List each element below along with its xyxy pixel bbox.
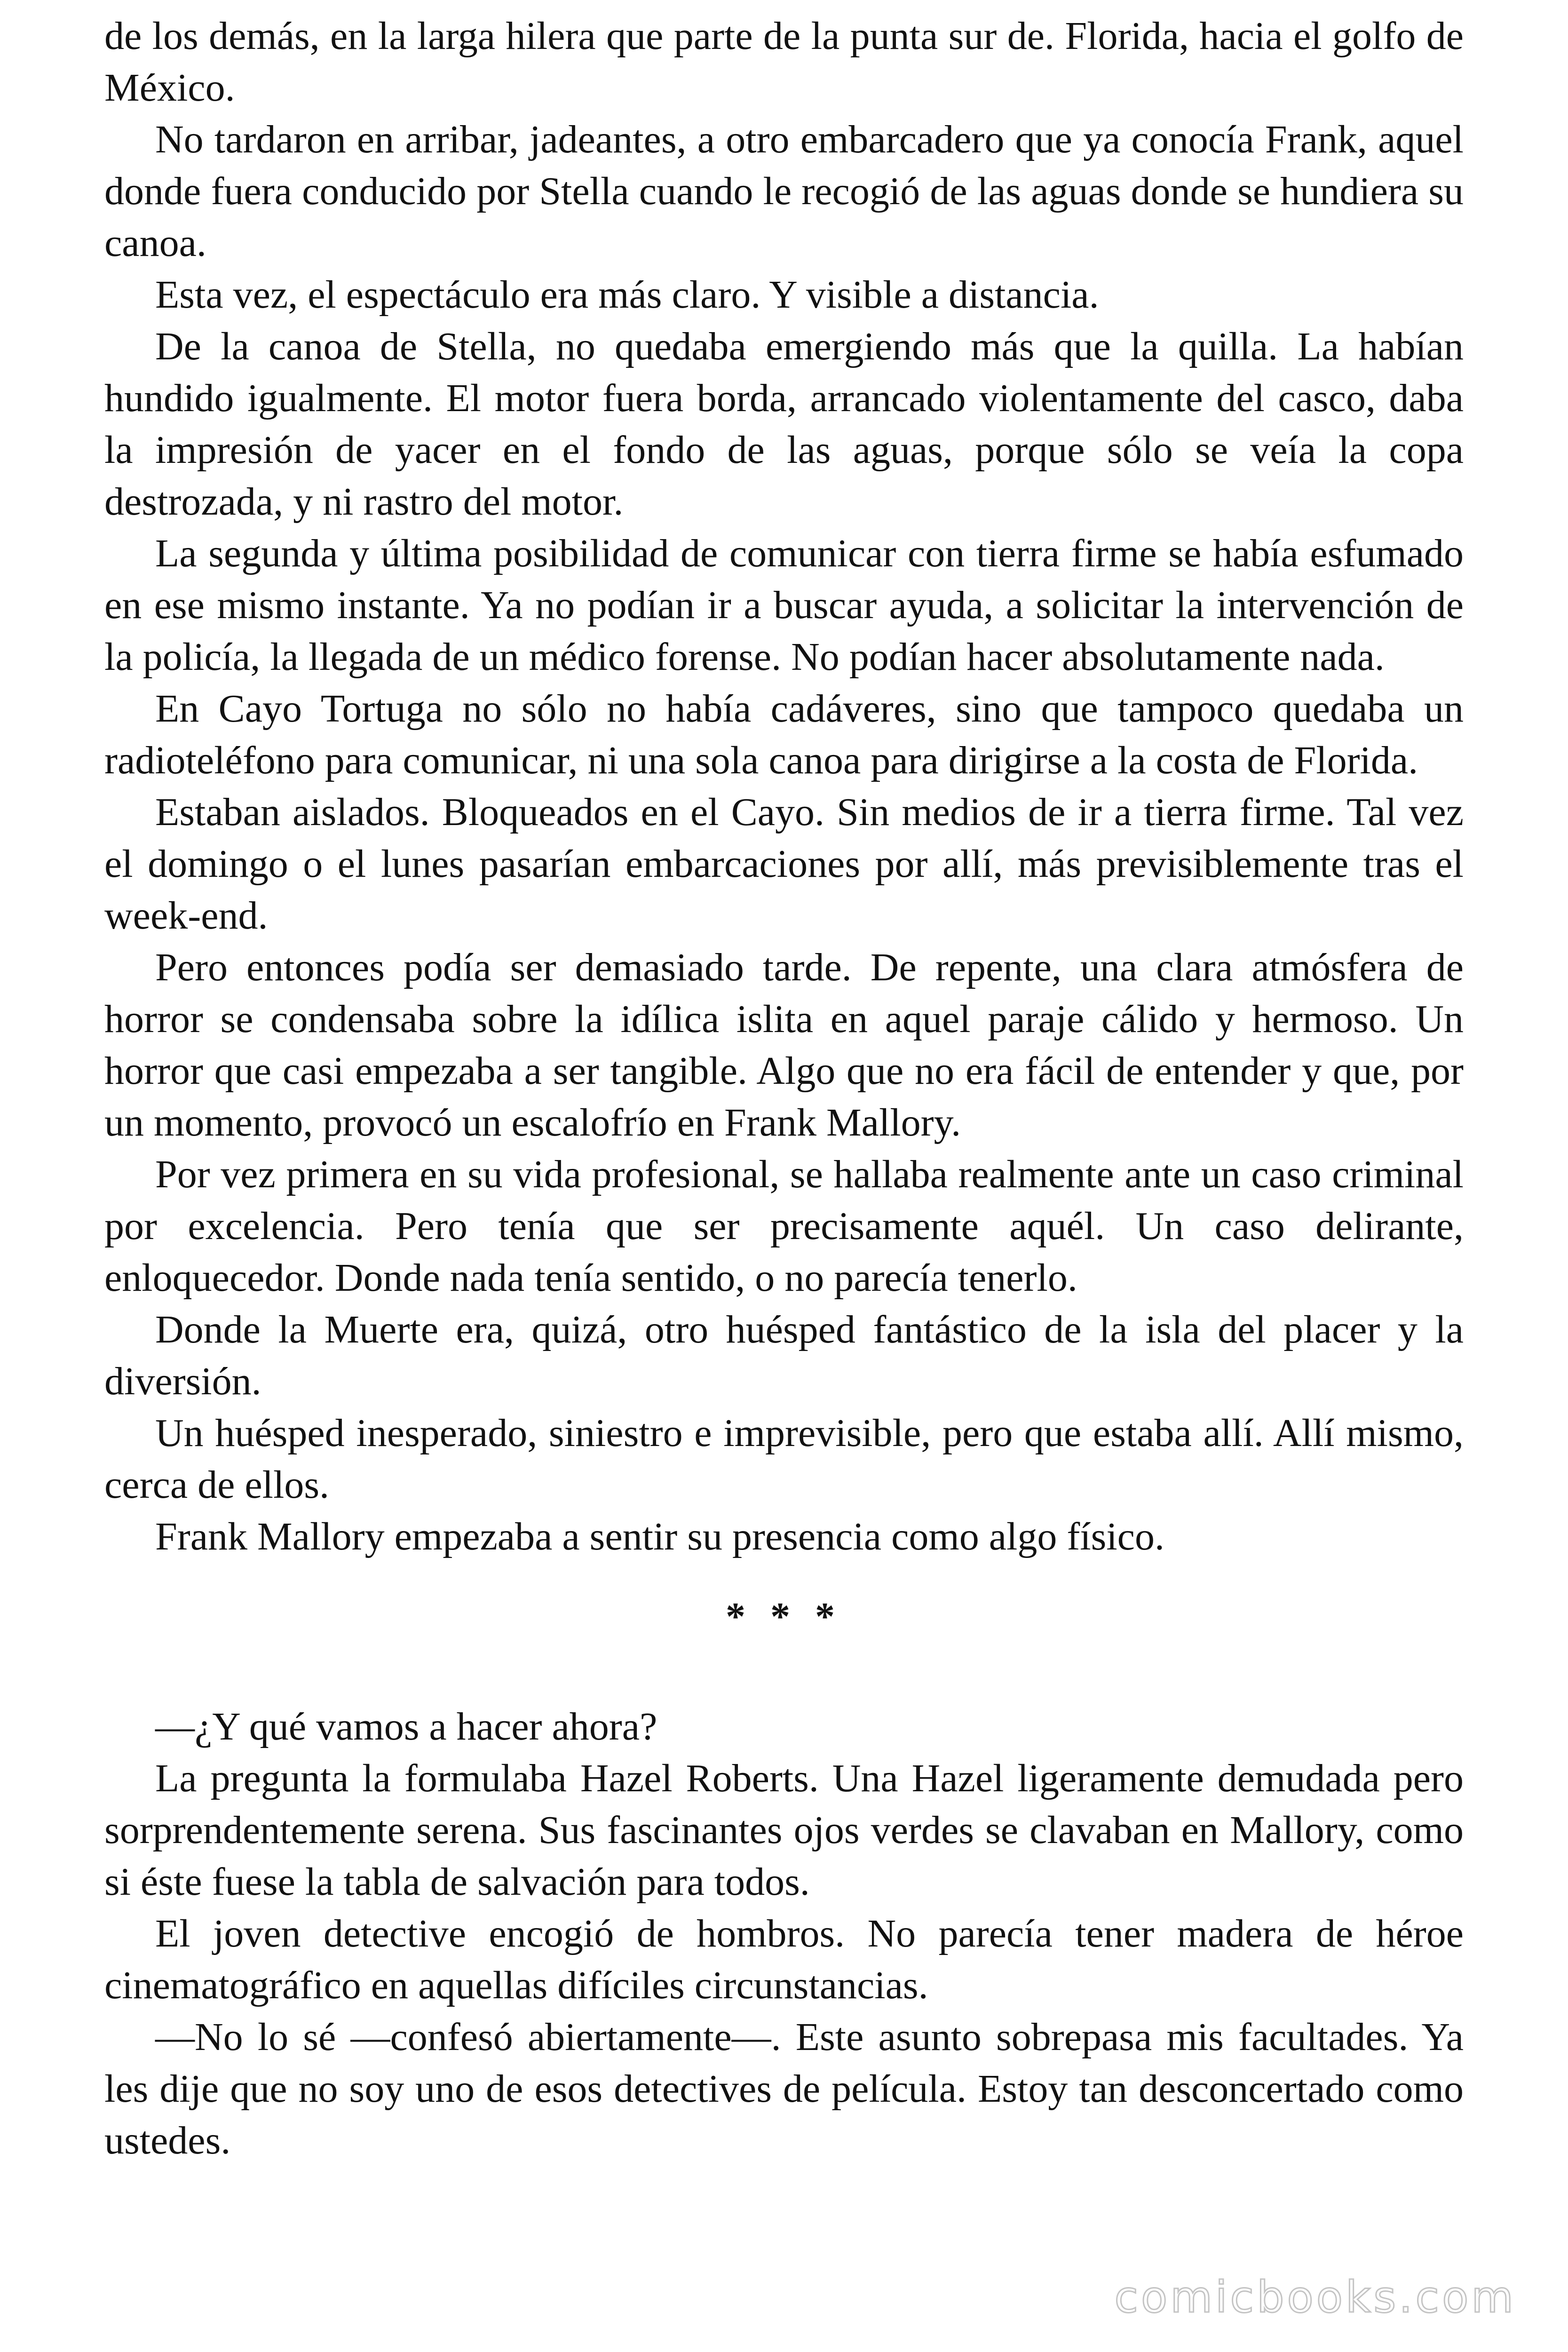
paragraph: Esta vez, el espectáculo era más claro. Y visible a distancia. bbox=[155, 273, 1099, 317]
paragraph: Por vez primera en su vida profesional, se hallaba realmente ante un caso criminal por excelencia. Pero tenía que ser precisamente aquél. Un caso delirante, enloquecedor. Donde nada tenía sentido, o no parecía tenerlo. bbox=[104, 1152, 1464, 1300]
paragraph: —No lo sé —confesó abiertamente—. Este asunto sobrepasa mis facultades. Ya les dije que no soy uno de esos detectives de película. Estoy tan desconcertado como ustedes. bbox=[104, 2015, 1464, 2162]
section-separator: * * * bbox=[726, 1595, 842, 1638]
paragraph: Pero entonces podía ser demasiado tarde. De repente, una clara atmósfera de horror se condensaba sobre la idílica islita en aquel paraje cálido y hermoso. Un horror que casi empezaba a ser tangible. Algo que no era fácil de entender y que, por un momento, provocó un escalofrío en Frank Mallory. bbox=[104, 946, 1464, 1144]
paragraph: Donde la Muerte era, quizá, otro huésped fantástico de la isla del placer y la diversión. bbox=[104, 1308, 1464, 1403]
paragraph: No tardaron en arribar, jadeantes, a otro embarcadero que ya conocía Frank, aquel donde fuera conducido por Stella cuando le recogió de las aguas donde se hundiera su canoa. bbox=[104, 118, 1464, 265]
paragraph: De la canoa de Stella, no quedaba emergiendo más que la quilla. La habían hundido igualmente. El motor fuera borda, arrancado violentamente del casco, daba la impresión de yacer en el fondo de las aguas, porque sólo se veía la copa destrozada, y ni rastro del motor. bbox=[104, 325, 1464, 524]
paragraph: de los demás, en la larga hilera que parte de la punta sur de. Florida, hacia el golfo de México. bbox=[104, 14, 1464, 110]
paragraph: Estaban aislados. Bloqueados en el Cayo. Sin medios de ir a tierra firme. Tal vez el domingo o el lunes pasarían embarcaciones por allí, más previsiblemente tras el week-end. bbox=[104, 790, 1464, 938]
paragraph: En Cayo Tortuga no sólo no había cadáveres, sino que tampoco quedaba un radioteléfono para comunicar, ni una sola canoa para dirigirse a la costa de Florida. bbox=[104, 687, 1464, 782]
text-column bbox=[104, 10, 1464, 2167]
paragraph: El joven detective encogió de hombros. No parecía tener madera de héroe cinematográfico en aquellas difíciles circunstancias. bbox=[104, 1912, 1464, 2007]
watermark: comicbooks.com bbox=[1114, 2272, 1516, 2322]
paragraph: La pregunta la formulaba Hazel Roberts. Una Hazel ligeramente demudada pero sorprendentemente serena. Sus fascinantes ojos verdes se clavaban en Mallory, como si éste fuese la tabla de salvación para todos. bbox=[104, 1756, 1464, 1904]
paragraph: La segunda y última posibilidad de comunicar con tierra firme se había esfumado en ese mismo instante. Ya no podían ir a buscar ayuda, a solicitar la intervención de la policía, la llegada de un médico forense. No podían hacer absolutamente nada. bbox=[104, 532, 1464, 679]
paragraph: —¿Y qué vamos a hacer ahora? bbox=[155, 1705, 657, 1748]
paragraph: Frank Mallory empezaba a sentir su presencia como algo físico. bbox=[155, 1515, 1164, 1558]
paragraph: Un huésped inesperado, siniestro e imprevisible, pero que estaba allí. Allí mismo, cerca de ellos. bbox=[104, 1411, 1464, 1507]
